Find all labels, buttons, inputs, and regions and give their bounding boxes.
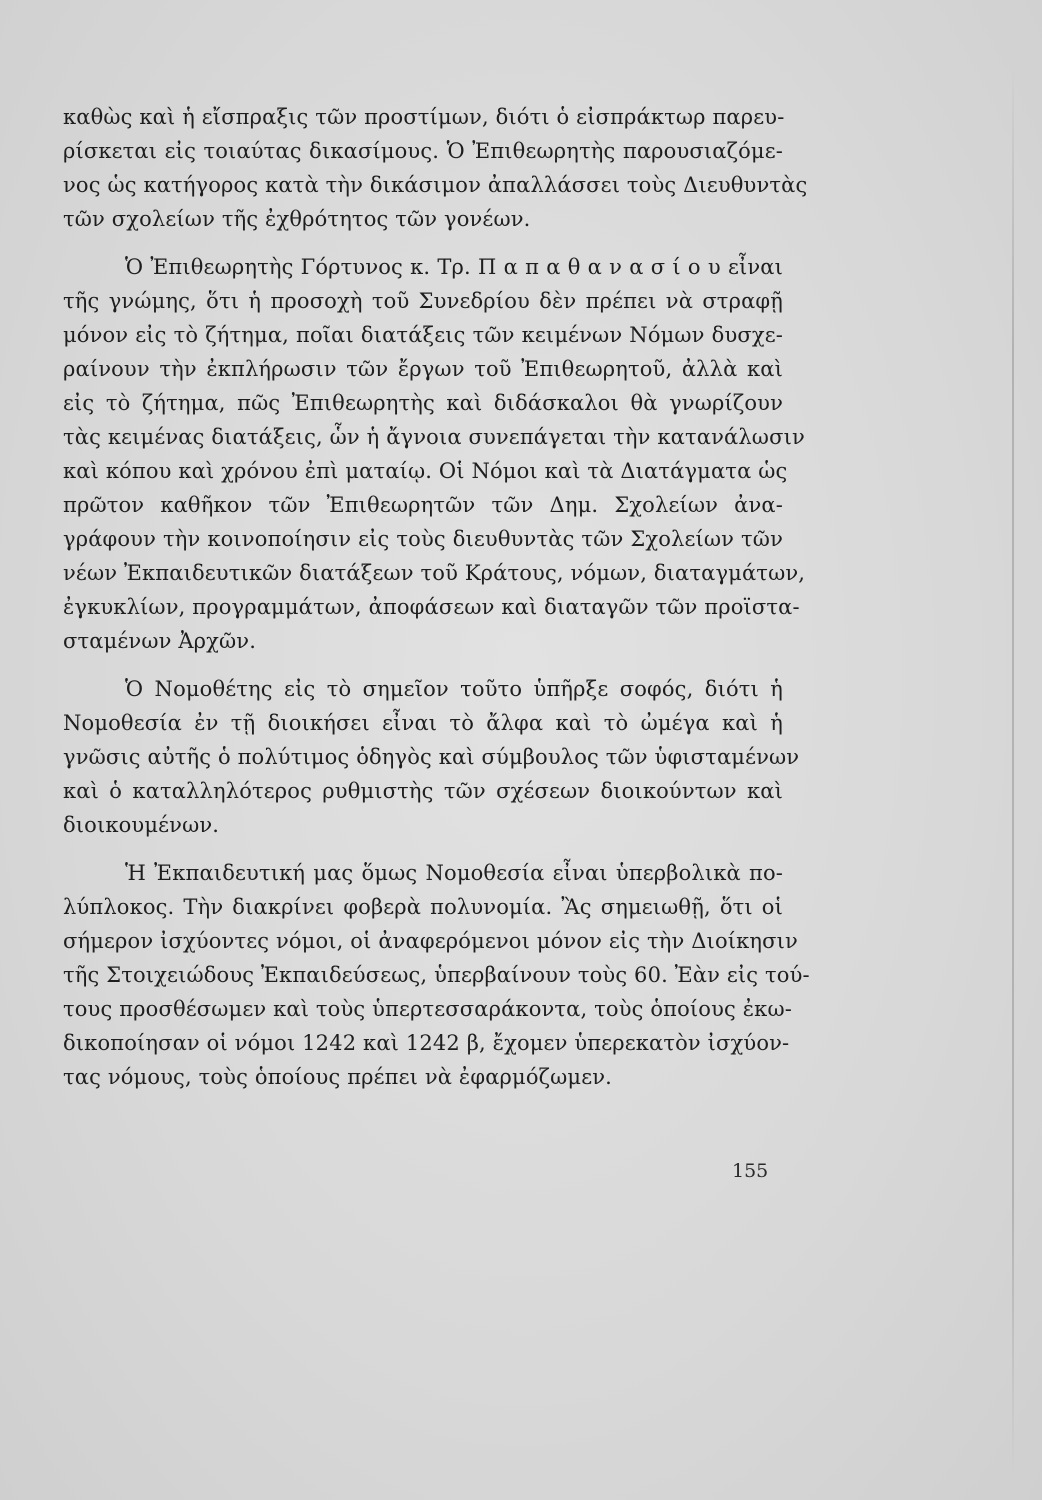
text-line: τῆς γνώμης, ὅτι ἡ προσοχὴ τοῦ Συνεδρίου δὲν πρέπει νὰ στραφῇ bbox=[63, 289, 783, 313]
text-line: καθὼς καὶ ἡ εἴσπραξις τῶν προστίμων, διότι ὁ εἰσπράκτωρ παρευ- bbox=[63, 105, 785, 129]
text-line: διοικουμένων. bbox=[63, 813, 220, 837]
body-text bbox=[63, 100, 810, 1094]
text-line: Νομοθεσία ἐν τῇ διοικήσει εἶναι τὸ ἄλφα καὶ τὸ ὠμέγα καὶ ἡ bbox=[63, 711, 783, 735]
text-line: σταμένων Ἀρχῶν. bbox=[63, 629, 257, 653]
text-line: μόνον εἰς τὸ ζήτημα, ποῖαι διατάξεις τῶν κειμένων Νόμων δυσχε- bbox=[63, 323, 783, 347]
text-line: τας νόμους, τοὺς ὁποίους πρέπει νὰ ἐφαρμόζωμεν. bbox=[63, 1065, 612, 1089]
text-line: γράφουν τὴν κοινοποίησιν εἰς τοὺς διευθυντὰς τῶν Σχολείων τῶν bbox=[63, 527, 783, 551]
text-line: τους προσθέσωμεν καὶ τοὺς ὑπερτεσσαράκοντα, τοὺς ὁποίους ἐκω- bbox=[63, 997, 792, 1021]
text-line: καὶ κόπου καὶ χρόνου ἐπὶ ματαίῳ. Οἱ Νόμοι καὶ τὰ Διατάγματα ὡς bbox=[63, 459, 788, 483]
paragraph-gap bbox=[63, 236, 783, 250]
text-line: λύπλοκος. Τὴν διακρίνει φοβερὰ πολυνομία. Ἂς σημειωθῇ, ὅτι οἱ bbox=[63, 895, 783, 919]
text-line: ραίνουν τὴν ἐκπλήρωσιν τῶν ἔργων τοῦ Ἐπιθεωρητοῦ, ἀλλὰ καὶ bbox=[63, 357, 783, 381]
text-line: ρίσκεται εἰς τοιαύτας δικασίμους. Ὁ Ἐπιθεωρητὴς παρουσιαζόμε- bbox=[63, 139, 783, 163]
text-line: εἰς τὸ ζήτημα, πῶς Ἐπιθεωρητὴς καὶ διδάσκαλοι θὰ γνωρίζουν bbox=[63, 391, 783, 415]
page-fold-line bbox=[1012, 60, 1014, 1480]
text-line: γνῶσις αὐτῆς ὁ πολύτιμος ὁδηγὸς καὶ σύμβουλος τῶν ὑφισταμένων bbox=[63, 745, 800, 769]
text-line: ἐγκυκλίων, προγραμμάτων, ἀποφάσεων καὶ διαταγῶν τῶν προϊστα- bbox=[63, 595, 800, 619]
text-line: τῶν σχολείων τῆς ἐχθρότητος τῶν γονέων. bbox=[63, 207, 531, 231]
text-line: Ὁ Ἐπιθεωρητὴς Γόρτυνος κ. Τρ. Π α π α θ α ν α σ ί ο υ εἶναι bbox=[125, 255, 783, 279]
text-line: τῆς Στοιχειώδους Ἐκπαιδεύσεως, ὑπερβαίνουν τοὺς 60. Ἐὰν εἰς τού- bbox=[63, 963, 810, 987]
text-line: δικοποίησαν οἱ νόμοι 1242 καὶ 1242 β, ἔχομεν ὑπερεκατὸν ἰσχύον- bbox=[63, 1031, 790, 1055]
text-line: σήμερον ἰσχύοντες νόμοι, οἱ ἀναφερόμενοι μόνον εἰς τὴν Διοίκησιν bbox=[63, 929, 798, 953]
paragraph-gap bbox=[63, 658, 783, 672]
text-line: Ὁ Νομοθέτης εἰς τὸ σημεῖον τοῦτο ὑπῆρξε σοφός, διότι ἡ bbox=[125, 677, 783, 701]
text-line: καὶ ὁ καταλληλότερος ρυθμιστὴς τῶν σχέσεων διοικούντων καὶ bbox=[63, 779, 783, 803]
text-line: νος ὡς κατήγορος κατὰ τὴν δικάσιμον ἀπαλλάσσει τοὺς Διευθυντὰς bbox=[63, 173, 808, 197]
page-number: 155 bbox=[732, 1160, 769, 1182]
text-line: Ἡ Ἐκπαιδευτική μας ὅμως Νομοθεσία εἶναι ὑπερβολικὰ πο- bbox=[125, 861, 783, 885]
text-line: τὰς κειμένας διατάξεις, ὧν ἡ ἄγνοια συνεπάγεται τὴν κατανάλωσιν bbox=[63, 425, 805, 449]
text-line: νέων Ἐκπαιδευτικῶν διατάξεων τοῦ Κράτους, νόμων, διαταγμάτων, bbox=[63, 561, 806, 585]
paragraph-gap bbox=[63, 842, 783, 856]
text-line: πρῶτον καθῆκον τῶν Ἐπιθεωρητῶν τῶν Δημ. Σχολείων ἀνα- bbox=[63, 493, 783, 517]
